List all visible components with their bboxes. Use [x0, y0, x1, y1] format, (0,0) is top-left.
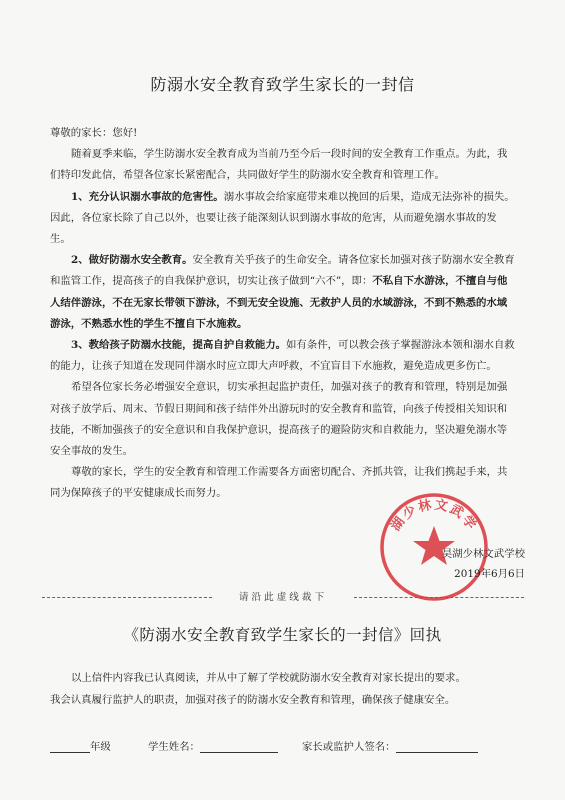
- item-3: [50, 335, 516, 377]
- item-1-text: 溺水事故会给家庭带来难以挽回的后果，造成无法弥补的损失。因此，各位家长除了自己以外，也要让孩子能深刻认识到溺水事故的危害，从而避免溺水事故的发生。: [50, 190, 515, 246]
- letter-title: 防溺水安全教育致学生家长的一封信: [150, 75, 415, 94]
- item-1: [50, 187, 516, 251]
- cut-line: [42, 591, 524, 603]
- parent-signature-label: 家长或监护人签名：: [302, 741, 396, 753]
- paragraph-4: 希望各位家长务必增强安全意识，切实承担起监护责任，加强对孩子的教育和管理，特别是加强对孩子放学后、周末、节假日期间和孩子结伴外出游玩时的安全教育和监管，向孩子传授相关知识和技能，不断加强孩子的安全意识和自我保护意识，提高孩子的避险防灾和自救能力，坚决避免溺水等安全事故的发生。: [50, 381, 508, 458]
- grade-field: [50, 738, 111, 753]
- signature-date: 2019年6月6日: [454, 568, 525, 580]
- parent-signature-field: [302, 738, 478, 753]
- grade-blank[interactable]: [50, 740, 90, 753]
- student-name-field: [148, 738, 278, 753]
- school-name: 昊湖少林文武学校: [441, 548, 525, 560]
- student-name-blank[interactable]: [200, 740, 278, 753]
- intro-paragraph: 随着夏季来临，学生防溺水安全教育成为当前乃至今后一段时间的安全教育工作重点。为此，我们特印发此信，希望各位家长紧密配合，共同做好学生的防溺水安全教育和管理工作。: [50, 148, 508, 182]
- item-1-heading: 1、充分认识溺水事故的危害性。: [71, 190, 224, 203]
- item-2: [50, 250, 516, 335]
- dashed-line-left: [42, 597, 212, 598]
- item-2-heading: 2、做好防溺水安全教育。: [71, 254, 193, 267]
- svg-text:湖少林文武学: 湖少林文武学: [388, 497, 480, 534]
- cut-line-label: 请沿此虚线裁下: [238, 592, 328, 603]
- receipt-line-2: 我会认真履行监护人的职责，加强对孩子的防溺水安全教育和管理，确保孩子健康安全。: [50, 694, 456, 706]
- item-2-rules: 不私自下水游泳，不擅自与他人结伴游泳，不在无家长带领下游泳，不到无安全设施、无救护人员的水域游泳，不到不熟悉的水域游泳，不熟悉水性的学生不擅自下水施救。: [50, 275, 508, 330]
- greeting: 尊敬的家长：您好!: [50, 127, 138, 139]
- student-name-label: 学生姓名：: [148, 741, 200, 753]
- receipt-body: [50, 667, 520, 711]
- receipt-line-1: 以上信件内容我已认真阅读，并从中了解了学校就防溺水安全教育对家长提出的要求。: [71, 672, 466, 684]
- dashed-line-right: [354, 597, 524, 598]
- signature-block: [442, 544, 525, 584]
- receipt-title: 《防溺水安全教育致学生家长的一封信》回执: [123, 626, 442, 644]
- item-3-text: 如有条件，可以教会孩子掌握游泳本领和溺水自救的能力，让孩子知道在发现同伴溺水时应立即大声呼救，不宜盲目下水施救，避免造成更多伤亡。: [50, 339, 515, 373]
- grade-label: 年级: [90, 741, 111, 753]
- parent-signature-blank[interactable]: [396, 740, 478, 753]
- item-3-heading: 3、教给孩子防溺水技能，提高自护自救能力。: [71, 339, 287, 352]
- paragraph-5: 尊敬的家长，学生的安全教育和管理工作需要各方面密切配合、齐抓共管，让我们携起手来，共同为保障孩子的平安健康成长而努力。: [50, 466, 508, 500]
- letter-body: [50, 123, 516, 505]
- item-2-text: 安全教育关乎孩子的生命安全。请各位家长加强对孩子防溺水安全教育和监管工作，提高孩子的自我保护意识，切实让孩子做到“六不”，即：: [50, 254, 515, 288]
- receipt-fields: [50, 738, 520, 758]
